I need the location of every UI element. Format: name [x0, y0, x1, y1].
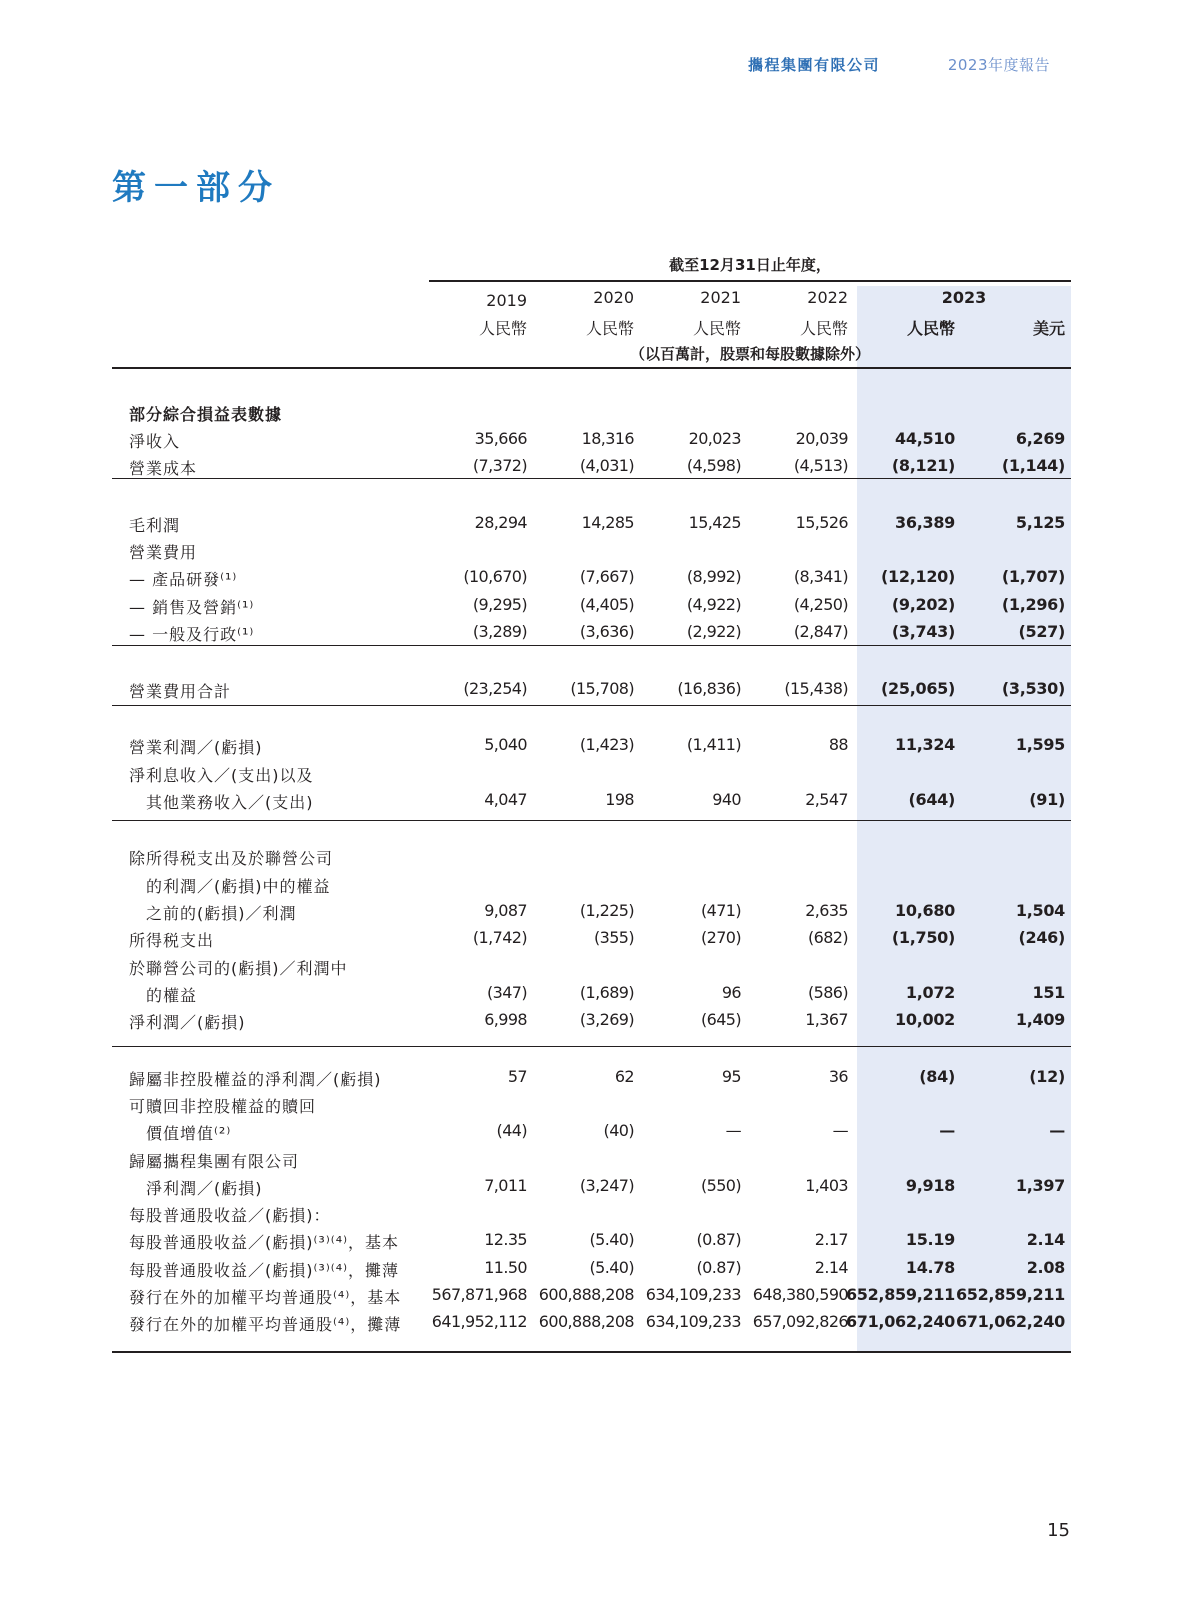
cell-2020: 14,285: [581, 513, 634, 532]
table-row: [0, 1282, 1190, 1309]
cell-2021: (645): [700, 1010, 741, 1029]
row-label: 其他業務收入／(支出): [146, 793, 314, 812]
cell-2021: 634,109,233: [645, 1285, 741, 1304]
cell-2023-usd: (3,530): [1001, 679, 1065, 698]
cell-2020: (355): [593, 928, 634, 947]
row-label: 淨利息收入／(支出)以及: [129, 766, 314, 785]
cell-2020: (40): [603, 1121, 634, 1140]
cell-2023-usd: 1,409: [1015, 1010, 1065, 1029]
cell-2019: 7,011: [484, 1176, 527, 1195]
row-label: 的權益: [146, 986, 198, 1005]
cell-2019: 641,952,112: [431, 1312, 527, 1331]
currency-2023-rmb: 人民幣: [906, 319, 955, 338]
rule-after-opex-total: [112, 705, 1071, 706]
cell-2019: 11.50: [484, 1258, 527, 1277]
cell-2019: 35,666: [474, 429, 527, 448]
cell-2023-usd: (91): [1029, 790, 1065, 809]
table-row: [0, 619, 1190, 646]
table-row: [0, 1146, 1190, 1173]
cell-2021: (8,992): [686, 567, 741, 586]
cell-2020: (1,225): [579, 901, 634, 920]
cell-2022: (2,847): [793, 622, 848, 641]
section-title: 第一部分: [112, 168, 280, 208]
table-row: [0, 871, 1190, 898]
cell-2022: 36: [828, 1067, 848, 1086]
cell-2022: 648,380,590: [752, 1285, 848, 1304]
row-label: 營業費用合計: [129, 682, 232, 701]
row-label: 歸屬攜程集團有限公司: [129, 1152, 300, 1171]
unit-note: （以百萬計，股票和每股數據除外）: [629, 345, 870, 363]
cell-2020: 198: [605, 790, 634, 809]
cell-2022: 2.14: [814, 1258, 848, 1277]
cell-2023-usd: 1,504: [1015, 901, 1065, 920]
cell-2023-rmb: (3,743): [891, 622, 955, 641]
table-row: [0, 1309, 1190, 1336]
cell-2022: (8,341): [793, 567, 848, 586]
cell-2019: (23,254): [463, 679, 527, 698]
table-row: [0, 1091, 1190, 1118]
cell-2021: 96: [721, 983, 741, 1002]
row-label: 之前的(虧損)／利潤: [146, 904, 297, 923]
cell-2023-usd: (12): [1029, 1067, 1065, 1086]
row-label: — 一般及行政⁽¹⁾: [129, 625, 255, 644]
row-label: 淨利潤／(虧損): [129, 1013, 246, 1032]
year-2021: 2021: [700, 288, 741, 307]
cell-2020: (5.40): [589, 1230, 634, 1249]
row-label: — 產品研發⁽¹⁾: [129, 570, 238, 589]
cell-2023-rmb: —: [939, 1121, 955, 1140]
table-row: [0, 953, 1190, 980]
cell-2020: 600,888,208: [538, 1312, 634, 1331]
cell-2022: 20,039: [795, 429, 848, 448]
currency-2021: 人民幣: [692, 319, 741, 338]
cell-2023-rmb: (9,202): [891, 595, 955, 614]
cell-2019: 28,294: [474, 513, 527, 532]
cell-2021: (16,836): [677, 679, 741, 698]
rule-after-cost: [112, 478, 1071, 479]
table-row: [0, 564, 1190, 591]
row-label: 營業費用: [129, 543, 198, 562]
cell-2021: (0.87): [696, 1258, 741, 1277]
cell-2021: (2,922): [686, 622, 741, 641]
currency-2022: 人民幣: [799, 319, 848, 338]
row-label: 營業成本: [129, 459, 198, 478]
cell-2023-rmb: 14.78: [905, 1258, 955, 1277]
header-report-title: 2023年度報告: [947, 56, 1050, 74]
cell-2022: 2.17: [814, 1230, 848, 1249]
row-label: 發行在外的加權平均普通股⁽⁴⁾，攤薄: [129, 1315, 402, 1334]
row-label: 每股普通股收益／(虧損)⁽³⁾⁽⁴⁾，基本: [129, 1233, 400, 1252]
cell-2022: 1,367: [805, 1010, 848, 1029]
table-row: [0, 1064, 1190, 1091]
table-row: [0, 592, 1190, 619]
cell-2023-rmb: (84): [919, 1067, 955, 1086]
cell-2023-rmb: 671,062,240: [845, 1312, 955, 1331]
row-label: 除所得税支出及於聯營公司: [129, 849, 334, 868]
cell-2023-usd: 1,397: [1015, 1176, 1065, 1195]
cell-2023-usd: 2.14: [1026, 1230, 1065, 1249]
cell-2023-rmb: (1,750): [891, 928, 955, 947]
cell-2019: (7,372): [472, 456, 527, 475]
table-row: [0, 760, 1190, 787]
cell-2022: 2,547: [805, 790, 848, 809]
cell-2023-usd: 652,859,211: [955, 1285, 1065, 1304]
cell-2021: 95: [721, 1067, 741, 1086]
row-label: 毛利潤: [129, 516, 181, 535]
cell-2023-usd: (246): [1018, 928, 1065, 947]
cell-2019: (44): [496, 1121, 527, 1140]
rule-after-other-income: [112, 820, 1071, 821]
cell-2023-rmb: 10,680: [895, 901, 955, 920]
cell-2020: (5.40): [589, 1258, 634, 1277]
cell-2022: 657,092,826: [752, 1312, 848, 1331]
cell-2023-rmb: 10,002: [895, 1010, 955, 1029]
row-label: 每股普通股收益／(虧損)：: [129, 1206, 331, 1225]
table-row: [0, 676, 1190, 703]
cell-2021: 20,023: [688, 429, 741, 448]
cell-2022: (15,438): [784, 679, 848, 698]
cell-2023-rmb: 1,072: [905, 983, 955, 1002]
year-2019: 2019: [486, 291, 527, 310]
cell-2019: (347): [486, 983, 527, 1002]
cell-2020: (3,636): [579, 622, 634, 641]
page-number: 15: [1047, 1520, 1070, 1541]
cell-2023-usd: (1,144): [1001, 456, 1065, 475]
header-company-name: 攜程集團有限公司: [747, 56, 880, 74]
row-label: 營業利潤／(虧損): [129, 738, 263, 757]
cell-2019: 9,087: [484, 901, 527, 920]
table-row: [0, 1255, 1190, 1282]
row-label: 發行在外的加權平均普通股⁽⁴⁾，基本: [129, 1288, 402, 1307]
cell-2023-usd: —: [1049, 1121, 1065, 1140]
table-row: [0, 980, 1190, 1007]
cell-2022: —: [832, 1121, 848, 1140]
cell-2022: 88: [828, 735, 848, 754]
cell-2023-rmb: 36,389: [895, 513, 955, 532]
cell-2019: (1,742): [472, 928, 527, 947]
cell-2022: (682): [807, 928, 848, 947]
cell-2019: 57: [507, 1067, 527, 1086]
cell-2019: 567,871,968: [431, 1285, 527, 1304]
cell-2023-rmb: 9,918: [905, 1176, 955, 1195]
row-label: 部分綜合損益表數據: [129, 405, 283, 424]
cell-2021: (471): [700, 901, 741, 920]
table-row: [0, 1200, 1190, 1227]
cell-2021: (550): [700, 1176, 741, 1195]
currency-2023-usd: 美元: [1032, 319, 1065, 338]
table-row: [0, 426, 1190, 453]
cell-2021: 15,425: [688, 513, 741, 532]
cell-2019: 5,040: [484, 735, 527, 754]
cell-2020: 18,316: [581, 429, 634, 448]
cell-2023-usd: 1,595: [1015, 735, 1065, 754]
cell-2022: 1,403: [805, 1176, 848, 1195]
year-2023: 2023: [941, 288, 987, 307]
cell-2020: (4,405): [579, 595, 634, 614]
cell-2023-rmb: (8,121): [891, 456, 955, 475]
row-label: 的利潤／(虧損)中的權益: [146, 877, 331, 896]
cell-2023-rmb: 44,510: [895, 429, 955, 448]
cell-2022: (4,250): [793, 595, 848, 614]
row-label: 淨收入: [129, 432, 181, 451]
cell-2023-usd: 6,269: [1015, 429, 1065, 448]
cell-2023-rmb: 15.19: [905, 1230, 955, 1249]
cell-2020: 62: [614, 1067, 634, 1086]
cell-2019: (3,289): [472, 622, 527, 641]
currency-2019: 人民幣: [478, 319, 527, 338]
cell-2023-rmb: (25,065): [881, 679, 955, 698]
cell-2019: 12.35: [484, 1230, 527, 1249]
cell-2020: (3,269): [579, 1010, 634, 1029]
cell-2023-rmb: 652,859,211: [845, 1285, 955, 1304]
cell-2022: (586): [807, 983, 848, 1002]
cell-2023-rmb: (644): [908, 790, 955, 809]
cell-2020: (15,708): [570, 679, 634, 698]
cell-2023-usd: (1,296): [1001, 595, 1065, 614]
cell-2023-rmb: (12,120): [881, 567, 955, 586]
table-row: [0, 898, 1190, 925]
cell-2019: 4,047: [484, 790, 527, 809]
table-row: [0, 1007, 1190, 1034]
cell-2019: (10,670): [463, 567, 527, 586]
cell-2023-usd: 151: [1032, 983, 1065, 1002]
year-2022: 2022: [807, 288, 848, 307]
table-row: [0, 453, 1190, 480]
cell-2023-usd: 2.08: [1026, 1258, 1065, 1277]
cell-2022: (4,513): [793, 456, 848, 475]
period-underline: [429, 280, 1071, 282]
row-label: 每股普通股收益／(虧損)⁽³⁾⁽⁴⁾，攤薄: [129, 1261, 400, 1280]
table-row: [0, 732, 1190, 759]
cell-2022: 2,635: [805, 901, 848, 920]
cell-2020: (1,423): [579, 735, 634, 754]
cell-2020: 600,888,208: [538, 1285, 634, 1304]
cell-2023-usd: 5,125: [1015, 513, 1065, 532]
table-row: [0, 510, 1190, 537]
cell-2021: 634,109,233: [645, 1312, 741, 1331]
cell-2022: 15,526: [795, 513, 848, 532]
table-row: [0, 399, 1190, 426]
table-bottom-rule: [112, 1351, 1071, 1353]
cell-2020: (1,689): [579, 983, 634, 1002]
row-label: 可贖回非控股權益的贖回: [129, 1097, 317, 1116]
cell-2020: (4,031): [579, 456, 634, 475]
cell-2019: (9,295): [472, 595, 527, 614]
cell-2021: (4,598): [686, 456, 741, 475]
cell-2021: (0.87): [696, 1230, 741, 1249]
cell-2023-usd: 671,062,240: [955, 1312, 1065, 1331]
table-row: [0, 787, 1190, 814]
table-row: [0, 843, 1190, 870]
table-row: [0, 537, 1190, 564]
row-label: — 銷售及營銷⁽¹⁾: [129, 598, 255, 617]
cell-2023-usd: (1,707): [1001, 567, 1065, 586]
table-row: [0, 1227, 1190, 1254]
rule-after-net-income: [112, 1046, 1071, 1047]
cell-2019: 6,998: [484, 1010, 527, 1029]
rule-after-opex-items: [112, 645, 1071, 646]
table-row: [0, 1173, 1190, 1200]
cell-2021: (4,922): [686, 595, 741, 614]
row-label: 所得税支出: [129, 931, 215, 950]
cell-2020: (3,247): [579, 1176, 634, 1195]
table-row: [0, 1118, 1190, 1145]
row-label: 歸屬非控股權益的淨利潤／(虧損): [129, 1070, 382, 1089]
cell-2021: 940: [712, 790, 741, 809]
cell-2021: —: [725, 1121, 741, 1140]
row-label: 淨利潤／(虧損): [146, 1179, 263, 1198]
cell-2021: (1,411): [686, 735, 741, 754]
header-rule: [112, 367, 1071, 369]
row-label: 價值增值⁽²⁾: [146, 1124, 232, 1143]
row-label: 於聯營公司的(虧損)／利潤中: [129, 959, 348, 978]
year-2020: 2020: [593, 288, 634, 307]
currency-2020: 人民幣: [585, 319, 634, 338]
table-row: [0, 925, 1190, 952]
cell-2023-rmb: 11,324: [895, 735, 955, 754]
cell-2023-usd: (527): [1018, 622, 1065, 641]
cell-2020: (7,667): [579, 567, 634, 586]
cell-2021: (270): [700, 928, 741, 947]
period-header: 截至12月31日止年度，: [669, 256, 831, 274]
